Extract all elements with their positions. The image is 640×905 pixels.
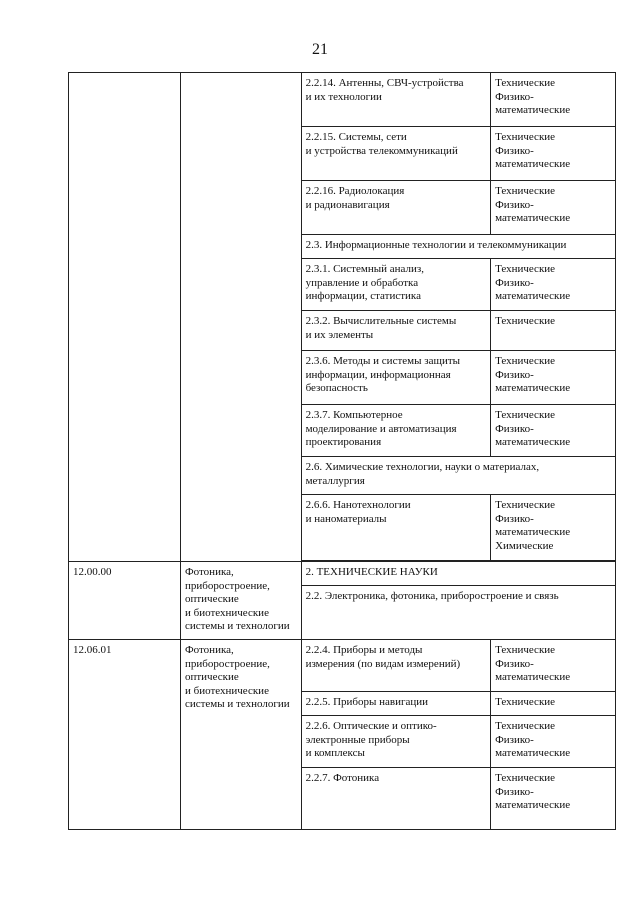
specialty-name: 2.2.16. Радиолокация и радионавигация <box>301 181 491 235</box>
page-number: 21 <box>312 41 328 58</box>
specialty-name: 2.3.6. Методы и системы защиты информации, информационная безопасность <box>301 351 491 405</box>
science-branch: Технические Физико- математические <box>491 405 616 457</box>
science-branch: Технические Физико- математические <box>491 73 616 127</box>
program-code: 12.00.00 <box>69 562 181 640</box>
specialty-name: 2.2.14. Антенны, СВЧ-устройства и их технологии <box>301 73 491 127</box>
science-branch: Технические Физико- математические <box>491 640 616 692</box>
science-branch: Технические Физико- математические <box>491 768 616 830</box>
science-branch: Технические Физико- математические <box>491 127 616 181</box>
specialty-name: 2.2.15. Системы, сети и устройства телекоммуникаций <box>301 127 491 181</box>
table-row <box>69 640 616 692</box>
science-branch: Технические Физико- математические <box>491 181 616 235</box>
science-branch: Технические <box>491 311 616 351</box>
program-title: Фотоника, приборостроение, оптические и биотехнические системы и технологии <box>180 640 301 830</box>
science-branch: Технические Физико- математические <box>491 259 616 311</box>
science-branch: Технические Физико- математические <box>491 716 616 768</box>
specialty-name: 2.2.6. Оптические и оптико- электронные приборы и комплексы <box>301 716 491 768</box>
specialty-name: 2.6.6. Нанотехнологии и наноматериалы <box>301 495 491 561</box>
specialty-name: 2.2.7. Фотоника <box>301 768 491 830</box>
specialty-name: 2.3.1. Системный анализ, управление и обработка информации, статистика <box>301 259 491 311</box>
science-branch: Технические Физико- математические <box>491 351 616 405</box>
science-branch: Технические <box>491 692 616 716</box>
program-code: 12.06.01 <box>69 640 181 830</box>
code-cell-empty <box>69 73 181 562</box>
specialty-name: 2.3.7. Компьютерное моделирование и автоматизация проектирования <box>301 405 491 457</box>
table-row <box>69 562 616 586</box>
program-title: Фотоника, приборостроение, оптические и биотехнические системы и технологии <box>180 562 301 640</box>
title-cell-empty <box>180 73 301 562</box>
specialty-name: 2.2.4. Приборы и методы измерения (по видам измерений) <box>301 640 491 692</box>
group-heading: 2.3. Информационные технологии и телекоммуникации <box>301 235 615 259</box>
specialty-name: 2.3.2. Вычислительные системы и их элементы <box>301 311 491 351</box>
table-row <box>69 73 616 127</box>
group-heading: 2.6. Химические технологии, науки о материалах, металлургия <box>301 457 615 495</box>
group-heading: 2.2. Электроника, фотоника, приборостроение и связь <box>301 586 615 640</box>
science-branch: Технические Физико- математические Химические <box>491 495 616 561</box>
section-heading: 2. ТЕХНИЧЕСКИЕ НАУКИ <box>301 562 615 586</box>
specialties-table <box>68 72 616 830</box>
specialty-name: 2.2.5. Приборы навигации <box>301 692 491 716</box>
